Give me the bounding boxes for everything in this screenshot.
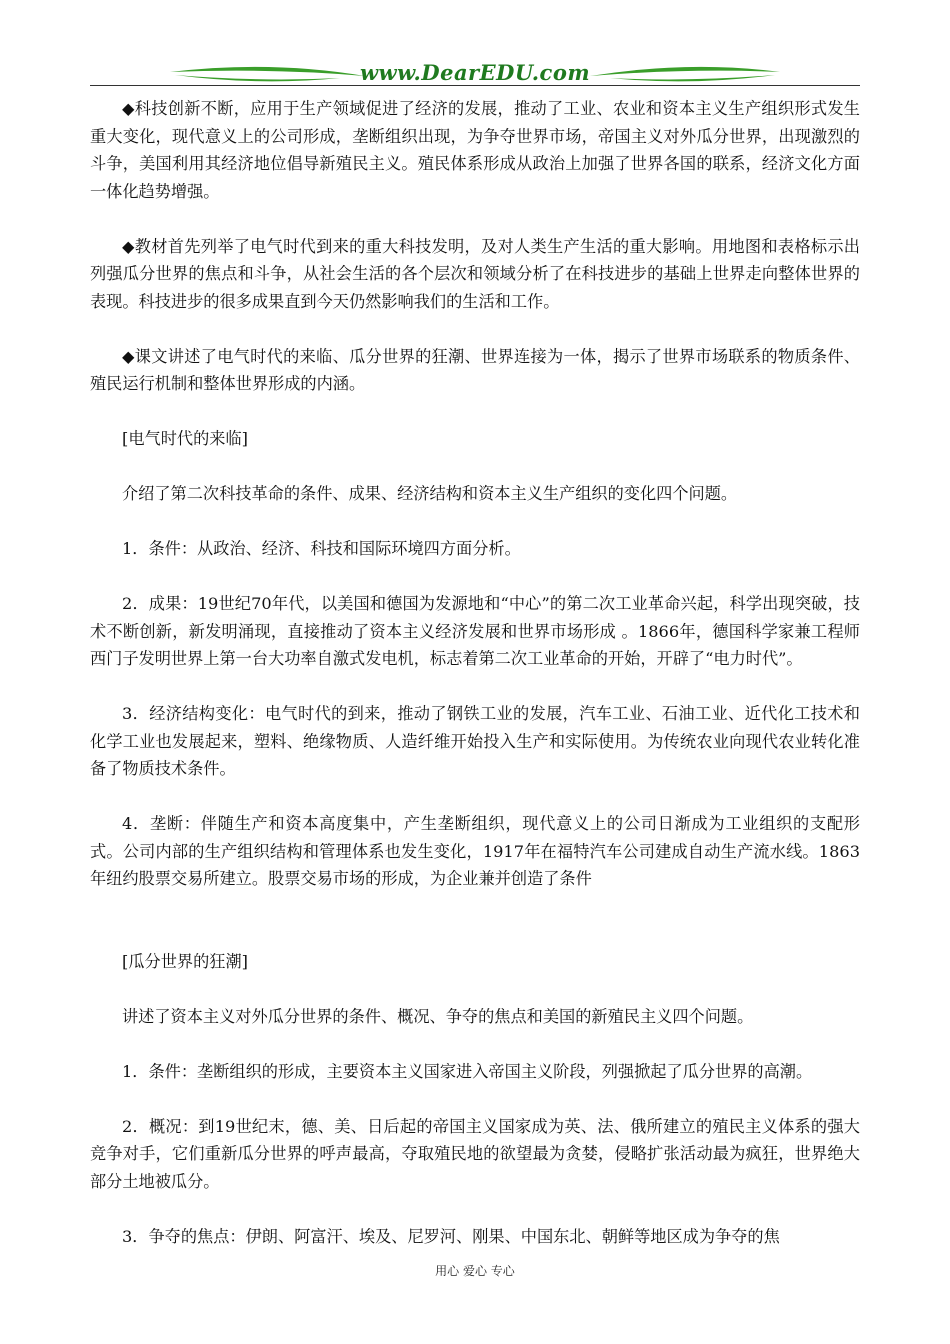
section-heading: [瓜分世界的狂潮] (122, 951, 248, 971)
list-item: 1．条件：垄断组织的形成，主要资本主义国家进入帝国主义阶段，列强掀起了瓜分世界的高潮。 (122, 1061, 813, 1081)
page-header (90, 62, 860, 92)
list-item: 3．经济结构变化：电气时代的到来，推动了钢铁工业的发展，汽车工业、石油工业、近代化工技术和化学工业也发展起来，塑料、绝缘物质、人造纤维开始投入生产和实际使用。为传统农业向现代农业转化准备了物质技术条件。 (90, 704, 860, 778)
list-item: 3．争夺的焦点：伊朗、阿富汗、埃及、尼罗河、刚果、中国东北、朝鲜等地区成为争夺的焦 (122, 1226, 780, 1246)
list-item: 1．条件：从政治、经济、科技和国际环境四方面分析。 (122, 539, 521, 558)
paragraph: 讲述了资本主义对外瓜分世界的条件、概况、争夺的焦点和美国的新殖民主义四个问题。 (122, 1006, 754, 1026)
list-item: 2．概况：到19世纪末，德、美、日后起的帝国主义国家成为英、法、俄所建立的殖民主义体系的强大竞争对手，它们重新瓜分世界的呼声最高，夺取殖民地的欲望最为贪婪，侵略扩张活动最为疯狂，世界绝大部分土地被瓜分。 (90, 1116, 860, 1191)
list-item: 2．成果：19世纪70年代，以美国和德国为发源地和“中心”的第二次工业革命兴起，科学出现突破，技术不断创新，新发明涌现，直接推动了资本主义经济发展和世界市场形成 。1866年，德国科学家兼工程师西门子发明世界上第一台大功率自激式发电机，标志着第二次工业革命的开始，开辟了“电力时代”。 (90, 594, 860, 668)
paragraph: ◆科技创新不断，应用于生产领域促进了经济的发展，推动了工业、农业和资本主义生产组织形式发生重大变化，现代意义上的公司形成，垄断组织出现，为争夺世界市场，帝国主义对外瓜分世界，出现激烈的斗争，美国利用其经济地位倡导新殖民主义。殖民体系形成从政治上加强了世界各国的联系，经济文化方面一体化趋势增强。 (90, 99, 860, 201)
page-footer: 用心 爱心 专心 (435, 1264, 515, 1278)
paragraph: 介绍了第二次科技革命的条件、成果、经济结构和资本主义生产组织的变化四个问题。 (122, 484, 738, 503)
header-rule (90, 85, 860, 86)
list-item: 4．垄断：伴随生产和资本高度集中，产生垄断组织，现代意义上的公司日渐成为工业组织的支配形式。公司内部的生产组织结构和管理体系也发生变化，1917年在福特汽车公司建成自动生产流水线。1863年纽约股票交易所建立。股票交易市场的形成，为企业兼并创造了条件 (90, 814, 860, 888)
site-logo: www.DearEDU.com (359, 60, 591, 85)
document-body (90, 95, 860, 1250)
paragraph: ◆教材首先列举了电气时代到来的重大科技发明，及对人类生产生活的重大影响。用地图和表格标示出列强瓜分世界的焦点和斗争，从社会生活的各个层次和领域分析了在科技进步的基础上世界走向整体世界的表现。科技进步的很多成果直到今天仍然影响我们的生活和工作。 (90, 236, 860, 311)
paragraph: ◆课文讲述了电气时代的来临、瓜分世界的狂潮、世界连接为一体，揭示了世界市场联系的物质条件、殖民运行机制和整体世界形成的内涵。 (90, 346, 860, 393)
section-heading: [电气时代的来临] (122, 429, 248, 448)
